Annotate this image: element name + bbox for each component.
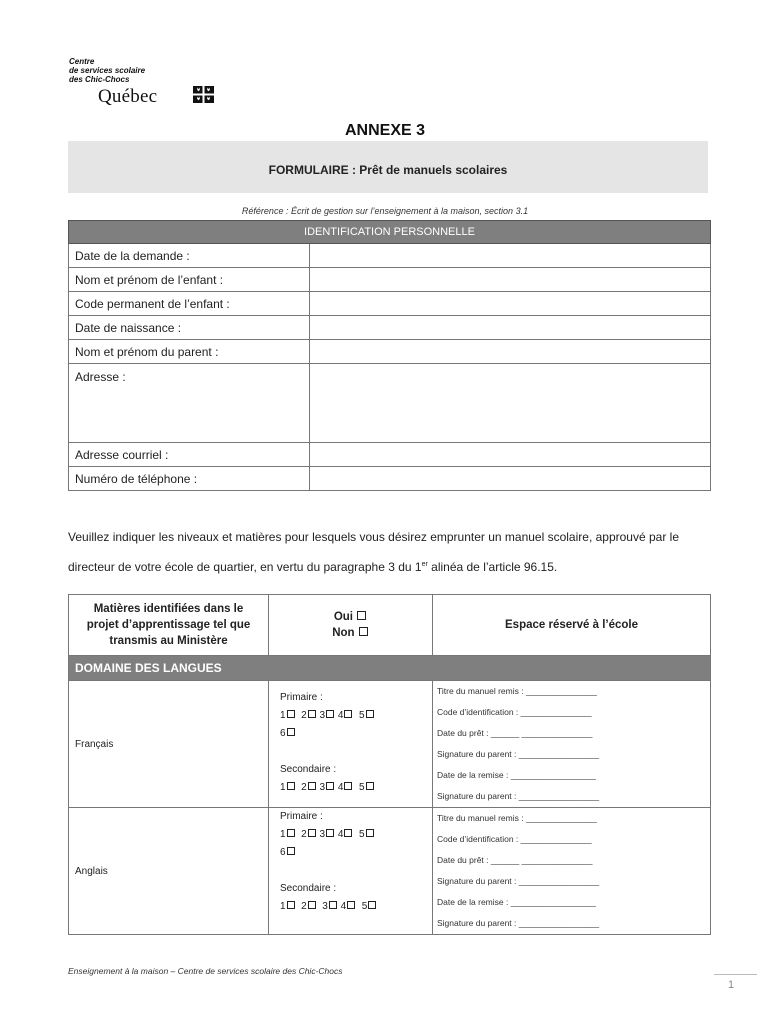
checkbox-primaire-5[interactable] xyxy=(366,710,374,718)
col-header-matieres-line-3: transmis au Ministère xyxy=(109,635,228,647)
col-header-oui-non xyxy=(269,595,433,656)
primaire-checkboxes-row-1 xyxy=(280,826,432,844)
non-label: Non xyxy=(332,627,355,639)
school-field-signature-1: Signature du parent : _________________ xyxy=(437,876,600,886)
subject-row-anglais xyxy=(69,808,711,935)
level-number: 5 xyxy=(358,710,365,721)
field-label-nom-enfant: Nom et prénom de l’enfant : xyxy=(69,268,310,292)
school-field-signature-1: Signature du parent : _________________ xyxy=(437,749,600,759)
checkbox-secondaire-2[interactable] xyxy=(308,782,316,790)
non-option xyxy=(269,625,432,641)
field-label-date-naissance: Date de naissance : xyxy=(69,316,310,340)
checkbox-primaire-1[interactable] xyxy=(287,710,295,718)
field-input-nom-enfant[interactable] xyxy=(310,268,711,292)
level-number: 1 xyxy=(280,829,286,840)
field-label-telephone: Numéro de téléphone : xyxy=(69,467,310,491)
checkbox-secondaire-3[interactable] xyxy=(329,901,337,909)
reference-note: Référence : Écrit de gestion sur l’enseignement à la maison, section 3.1 xyxy=(241,206,529,216)
checkbox-secondaire-4[interactable] xyxy=(347,901,355,909)
org-line-2: de services scolaire xyxy=(69,66,146,75)
level-number: 1 xyxy=(280,710,286,721)
field-input-date-demande[interactable] xyxy=(310,244,711,268)
org-line-1: Centre xyxy=(69,57,95,66)
subject-francais: Français xyxy=(69,681,269,808)
school-space-anglais xyxy=(433,808,711,935)
levels-francais xyxy=(269,681,433,808)
checkbox-primaire-4[interactable] xyxy=(344,829,352,837)
checkbox-primaire-6[interactable] xyxy=(287,847,295,855)
secondaire-label: Secondaire : xyxy=(280,764,337,775)
primaire-checkboxes-row-2 xyxy=(280,844,432,862)
page-number: 1 xyxy=(728,979,735,991)
checkbox-secondaire-5[interactable] xyxy=(368,901,376,909)
instructions-text-end: alinéa de l’article 96.15. xyxy=(427,560,558,574)
quebec-wordmark: Québec xyxy=(98,86,158,107)
school-field-date-remise: Date de la remise : __________________ xyxy=(437,897,596,907)
oui-checkbox[interactable] xyxy=(357,611,366,620)
level-number: 5 xyxy=(361,901,368,912)
col-header-matieres-line-1: Matières identifiées dans le xyxy=(93,603,244,615)
field-input-courriel[interactable] xyxy=(310,443,711,467)
level-number: 5 xyxy=(358,782,365,793)
field-label-adresse: Adresse : xyxy=(69,364,310,443)
level-number: 1 xyxy=(280,901,286,912)
subjects-table xyxy=(68,594,711,935)
page-footer: Enseignement à la maison – Centre de services scolaire des Chic-Chocs xyxy=(68,966,343,976)
col-header-espace-ecole: Espace réservé à l’école xyxy=(433,595,711,656)
field-label-courriel: Adresse courriel : xyxy=(69,443,310,467)
field-input-code-permanent[interactable] xyxy=(310,292,711,316)
field-label-date-demande: Date de la demande : xyxy=(69,244,310,268)
level-number: 2 xyxy=(301,901,307,912)
checkbox-primaire-5[interactable] xyxy=(366,829,374,837)
school-field-code: Code d’identification : _______________ xyxy=(437,707,592,717)
subject-row-francais xyxy=(69,681,711,808)
level-number: 5 xyxy=(358,829,365,840)
checkbox-primaire-6[interactable] xyxy=(287,728,295,736)
level-number: 6 xyxy=(280,847,286,858)
level-number: 3 xyxy=(319,829,326,840)
level-number: 4 xyxy=(337,710,344,721)
checkbox-primaire-3[interactable] xyxy=(326,710,334,718)
identification-table xyxy=(68,220,711,491)
level-number: 3 xyxy=(322,901,328,912)
primaire-label: Primaire : xyxy=(280,811,323,822)
level-number: 4 xyxy=(337,829,344,840)
checkbox-secondaire-2[interactable] xyxy=(308,901,316,909)
level-number: 3 xyxy=(319,710,326,721)
col-header-matieres xyxy=(69,595,269,656)
school-space-francais xyxy=(433,681,711,808)
checkbox-secondaire-1[interactable] xyxy=(287,782,295,790)
level-number: 2 xyxy=(301,710,307,721)
level-number: 3 xyxy=(319,782,326,793)
non-checkbox[interactable] xyxy=(359,627,368,636)
superscript-er: er xyxy=(421,561,428,568)
oui-option xyxy=(269,609,432,625)
checkbox-secondaire-4[interactable] xyxy=(344,782,352,790)
field-input-telephone[interactable] xyxy=(310,467,711,491)
instructions-paragraph xyxy=(68,524,718,581)
checkbox-primaire-2[interactable] xyxy=(308,710,316,718)
level-number: 4 xyxy=(340,901,347,912)
checkbox-primaire-2[interactable] xyxy=(308,829,316,837)
level-number: 4 xyxy=(337,782,344,793)
school-field-titre: Titre du manuel remis : _______________ xyxy=(437,813,597,823)
primaire-checkboxes-row-1 xyxy=(280,707,432,725)
level-number: 6 xyxy=(280,728,286,739)
primaire-label: Primaire : xyxy=(280,692,323,703)
field-label-nom-parent: Nom et prénom du parent : xyxy=(69,340,310,364)
field-label-code-permanent: Code permanent de l’enfant : xyxy=(69,292,310,316)
oui-label: Oui xyxy=(333,611,353,623)
field-input-adresse[interactable] xyxy=(310,364,711,443)
school-field-date-pret: Date du prêt : ______ _______________ xyxy=(437,855,593,865)
page-number-rule xyxy=(714,974,757,975)
level-number: 1 xyxy=(280,782,286,793)
checkbox-primaire-1[interactable] xyxy=(287,829,295,837)
org-name xyxy=(69,57,229,84)
secondaire-checkboxes-row xyxy=(280,898,432,916)
checkbox-primaire-4[interactable] xyxy=(344,710,352,718)
level-number: 2 xyxy=(301,829,307,840)
primaire-checkboxes-row-2 xyxy=(280,725,432,743)
secondaire-label: Secondaire : xyxy=(280,883,337,894)
school-field-titre: Titre du manuel remis : _______________ xyxy=(437,686,597,696)
csscc-quebec-logo xyxy=(69,57,229,112)
checkbox-secondaire-3[interactable] xyxy=(326,782,334,790)
school-field-date-pret: Date du prêt : ______ _______________ xyxy=(437,728,593,738)
quebec-flag-icon xyxy=(193,86,214,103)
checkbox-primaire-3[interactable] xyxy=(326,829,334,837)
level-number: 2 xyxy=(301,782,307,793)
col-header-matieres-line-2: projet d’apprentissage tel que xyxy=(86,619,251,631)
school-field-signature-2: Signature du parent : _________________ xyxy=(437,918,600,928)
levels-anglais xyxy=(269,808,433,935)
school-field-code: Code d’identification : _______________ xyxy=(437,834,592,844)
domain-langues-header: DOMAINE DES LANGUES xyxy=(69,656,711,681)
school-field-date-remise: Date de la remise : __________________ xyxy=(437,770,596,780)
checkbox-secondaire-1[interactable] xyxy=(287,901,295,909)
field-input-date-naissance[interactable] xyxy=(310,316,711,340)
form-title: FORMULAIRE : Prêt de manuels scolaires xyxy=(68,141,708,193)
instructions-text: Veuillez indiquer les niveaux et matières pour lesquels vous désirez emprunter un manuel scolaire, approuvé par le directeur de votre école de quartier, en vertu du paragraphe 3 du 1 xyxy=(68,530,680,574)
subject-anglais: Anglais xyxy=(69,808,269,935)
checkbox-secondaire-5[interactable] xyxy=(366,782,374,790)
identification-header: IDENTIFICATION PERSONNELLE xyxy=(69,221,711,244)
secondaire-checkboxes-row xyxy=(280,779,432,797)
annex-title: ANNEXE 3 xyxy=(344,122,426,139)
school-field-signature-2: Signature du parent : _________________ xyxy=(437,791,600,801)
org-line-3: des Chic-Chocs xyxy=(69,75,130,84)
field-input-nom-parent[interactable] xyxy=(310,340,711,364)
